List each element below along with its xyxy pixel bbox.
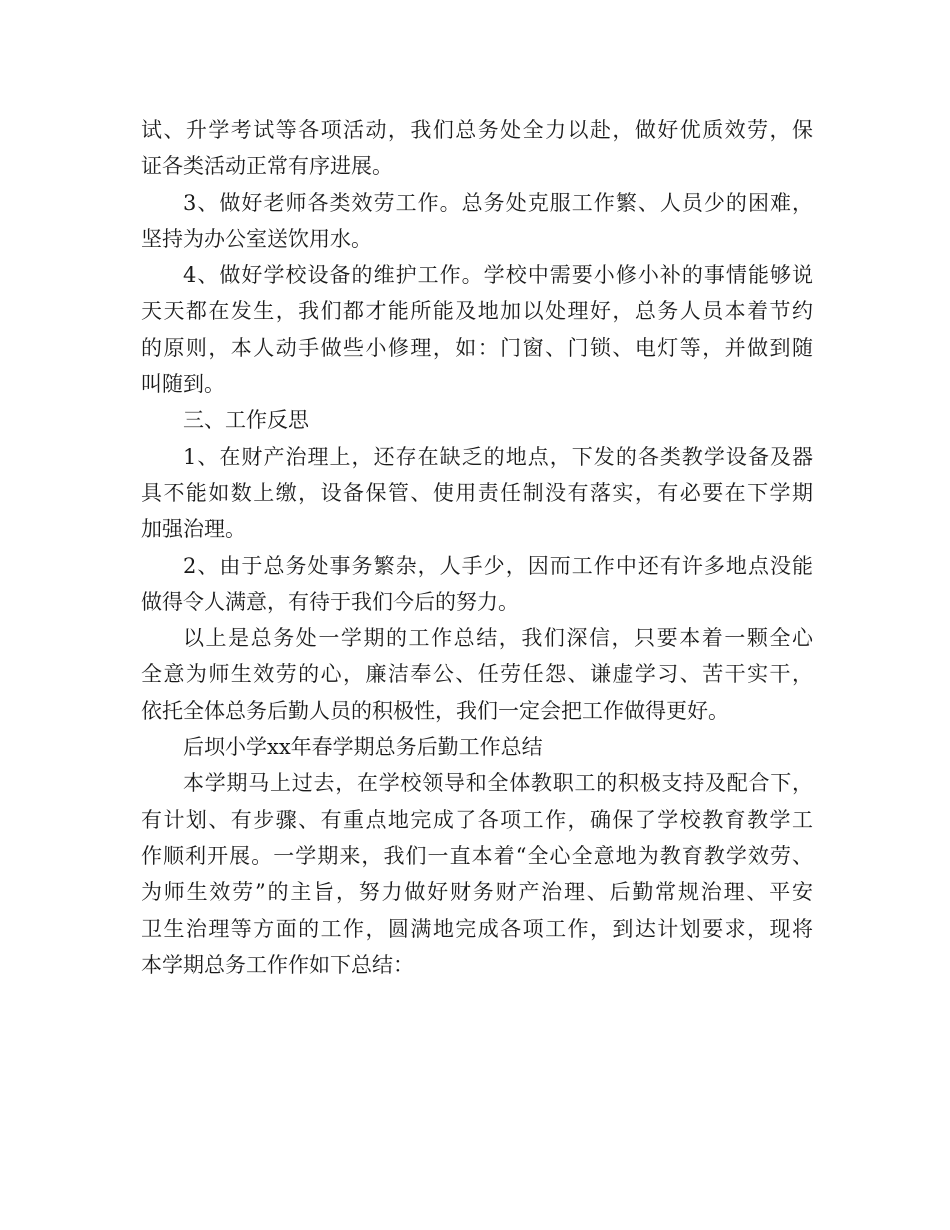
text-line: 3、做好老师各类效劳工作。总务处克服工作繁、人员少的困难， bbox=[183, 190, 813, 215]
text-line: 试、升学考试等各项活动，我们总务处全力以赴，做好优质效劳，保 bbox=[141, 118, 813, 142]
text-line: 的原则，本人动手做些小修理，如：门窗、门锁、电灯等，并做到随 bbox=[141, 335, 813, 360]
text-line: 4、做好学校设备的维护工作。学校中需要小修小补的事情能够说 bbox=[183, 263, 813, 288]
text-line: 1、在财产治理上，还存在缺乏的地点，下发的各类教学设备及器 bbox=[183, 444, 813, 469]
document-body bbox=[141, 112, 813, 983]
document-title: 后坝小学xx年春学期总务后勤工作总结 bbox=[183, 735, 543, 760]
text-line: 叫随到。 bbox=[141, 372, 225, 397]
text-line: 坚持为办公室送饮用水。 bbox=[141, 226, 372, 251]
text-line: 有计划、有步骤、有重点地完成了各项工作，确保了学校教育教学工 bbox=[141, 807, 813, 832]
text-line: 依托全体总务后勤人员的积极性，我们一定会把工作做得更好。 bbox=[141, 698, 729, 723]
text-line: 以上是总务处一学期的工作总结，我们深信，只要本着一颗全心 bbox=[183, 626, 813, 651]
text-line: 本学期马上过去，在学校领导和全体教职工的积极支持及配合下， bbox=[183, 771, 813, 796]
text-line: 做得令人满意，有待于我们今后的努力。 bbox=[141, 589, 519, 614]
section-heading: 三、工作反思 bbox=[183, 408, 309, 433]
text-line: 卫生治理等方面的工作，圆满地完成各项工作，到达计划要求，现将 bbox=[141, 916, 813, 941]
text-line: 2、由于总务处事务繁杂，人手少，因而工作中还有许多地点没能 bbox=[183, 553, 813, 578]
text-line: 证各类活动正常有序进展。 bbox=[141, 154, 393, 179]
text-line: 天天都在发生，我们都才能所能及地加以处理好，总务人员本着节约 bbox=[141, 299, 813, 324]
text-line: 全意为师生效劳的心，廉洁奉公、任劳任怨、谦虚学习、苦干实干， bbox=[141, 662, 813, 687]
text-line: 加强治理。 bbox=[141, 517, 246, 542]
text-line: 具不能如数上缴，设备保管、使用责任制没有落实，有必要在下学期 bbox=[141, 480, 813, 505]
text-line: 本学期总务工作作如下总结： bbox=[141, 952, 414, 977]
text-line: 作顺利开展。一学期来，我们一直本着“全心全意地为教育教学效劳、 bbox=[141, 843, 813, 868]
text-line: 为师生效劳”的主旨，努力做好财务财产治理、后勤常规治理、平安 bbox=[141, 880, 813, 905]
